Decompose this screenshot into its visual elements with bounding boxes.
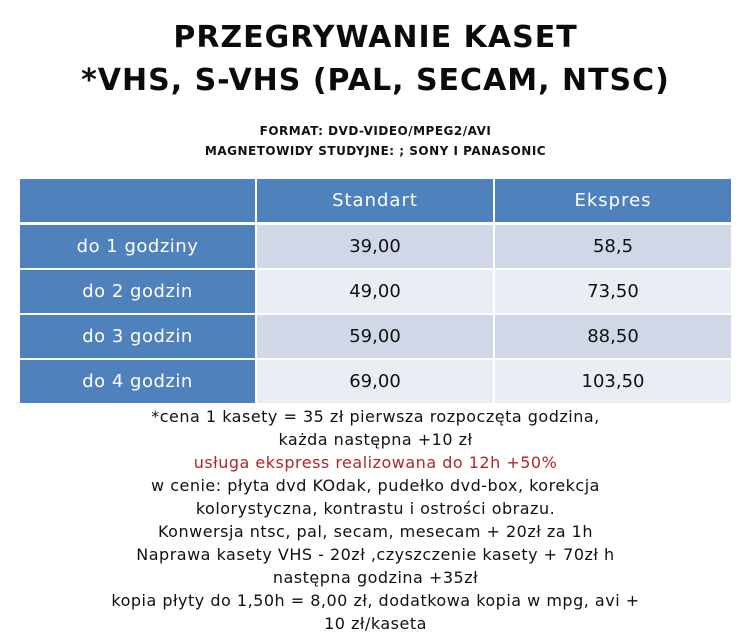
header-cell-standard: Standart bbox=[255, 179, 493, 225]
express-price: 88,50 bbox=[493, 315, 731, 360]
price-table bbox=[20, 179, 731, 405]
note-included: w cenie: płyta dvd KOdak, pudełko dvd-box, korekcja bbox=[151, 476, 600, 495]
note-disc-copy-cont: 10 zł/kaseta bbox=[324, 614, 427, 633]
standard-price: 69,00 bbox=[255, 360, 493, 405]
page-title: PRZEGRYWANIE KASET bbox=[173, 20, 578, 55]
header-cell-express: Ekspres bbox=[493, 179, 731, 225]
row-label: do 4 godzin bbox=[20, 360, 255, 405]
express-price: 73,50 bbox=[493, 270, 731, 315]
note-disc-copy: kopia płyty do 1,50h = 8,00 zł, dodatkowa kopia w mpg, avi + bbox=[111, 591, 640, 610]
note-price-per-cassette: *cena 1 kasety = 35 zł pierwsza rozpoczęta godzina, bbox=[151, 407, 600, 426]
note-express-service: usługa ekspress realizowana do 12h +50% bbox=[193, 453, 558, 472]
table-header-row bbox=[20, 179, 731, 225]
note-next-hour: każda następna +10 zł bbox=[278, 430, 473, 449]
table-row bbox=[20, 315, 731, 360]
note-repair: Naprawa kasety VHS - 20zł ,czyszczenie kasety + 70zł h bbox=[136, 545, 615, 564]
row-label: do 1 godziny bbox=[20, 225, 255, 270]
express-price: 58,5 bbox=[493, 225, 731, 270]
standard-price: 59,00 bbox=[255, 315, 493, 360]
row-label: do 2 godzin bbox=[20, 270, 255, 315]
note-included-cont: kolorystyczna, kontrastu i ostrości obrazu. bbox=[195, 499, 556, 518]
express-price: 103,50 bbox=[493, 360, 731, 405]
header-cell-empty bbox=[20, 179, 255, 225]
row-label: do 3 godzin bbox=[20, 315, 255, 360]
format-info: FORMAT: DVD-VIDEO/MPEG2/AVI bbox=[259, 124, 492, 138]
notes-section bbox=[0, 405, 751, 635]
table-row bbox=[20, 270, 731, 315]
table-row bbox=[20, 360, 731, 405]
standard-price: 39,00 bbox=[255, 225, 493, 270]
note-conversion: Konwersja ntsc, pal, secam, mesecam + 20zł za 1h bbox=[157, 522, 593, 541]
note-repair-cont: następna godzina +35zł bbox=[272, 568, 479, 587]
standard-price: 49,00 bbox=[255, 270, 493, 315]
table-row bbox=[20, 225, 731, 270]
page-subtitle: *VHS, S-VHS (PAL, SECAM, NTSC) bbox=[81, 63, 670, 98]
vcr-info: MAGNETOWIDY STUDYJNE: ; SONY I PANASONIC bbox=[204, 144, 547, 158]
